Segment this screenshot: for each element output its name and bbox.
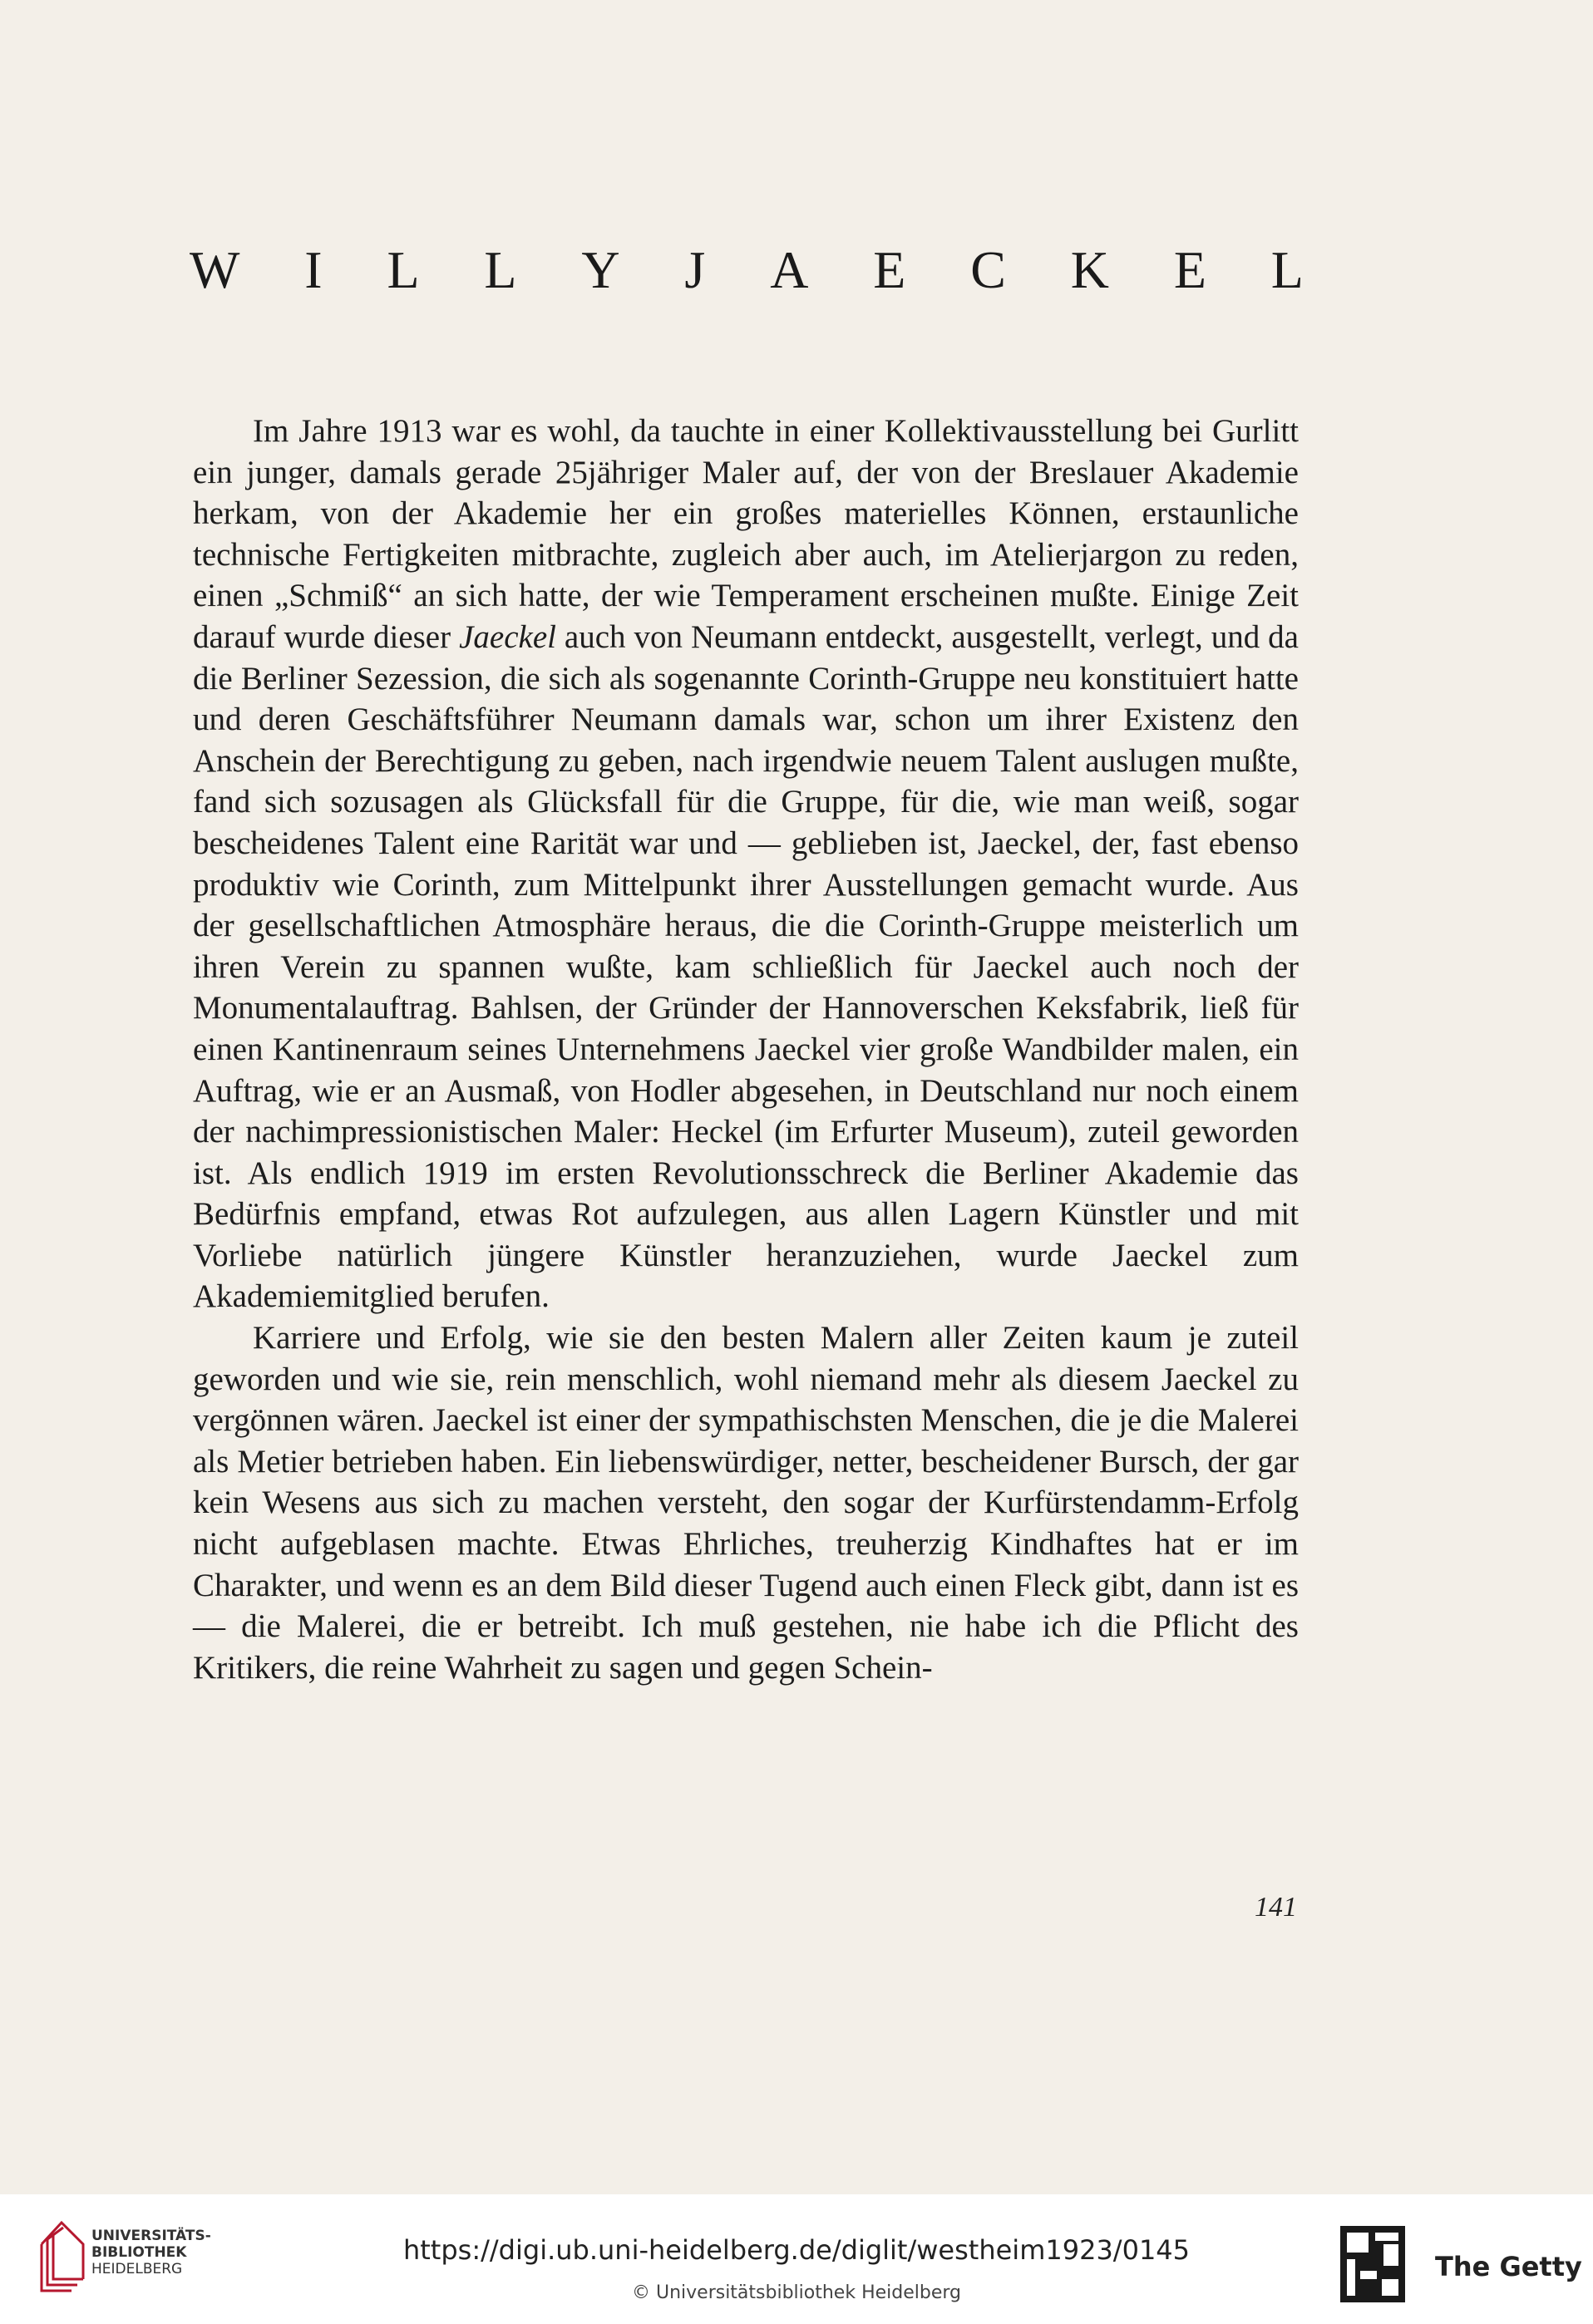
title-letter: K: [1070, 240, 1109, 299]
title-letter: E: [873, 240, 906, 299]
title-letter: C: [970, 240, 1006, 299]
copyright-notice: © Universitätsbibliothek Heidelberg: [631, 2282, 961, 2303]
title-letter: J: [684, 240, 706, 299]
title-letter: Y: [581, 240, 620, 299]
italic-name: Jaeckel: [459, 618, 556, 655]
text-run: auch von Neumann entdeckt, ausgestellt, verlegt, und da die Berliner Sezession, die sich als sogenannte Corinth-Gruppe neu konstituiert hatte und deren Geschäftsführer Neumann damals war, schon um ihrer Existenz den Anschein der Berechtigung zu geben, nach irgendwie neuem Talent auslugen mußte, fand sich sozusagen als Glücksfall für die Gruppe, für die, wie man weiß, sogar bescheidenes Talent eine Rarität war und — geblieben ist, Jaeckel, der, fast ebenso produktiv wie Corinth, zum Mittelpunkt ihrer Ausstellungen gemacht wurde. Aus der gesellschaftlichen Atmosphäre heraus, die die Corinth-Gruppe meisterlich um ihren Verein zu spannen wußte, kam schließlich für Jaeckel auch noch der Monumentalauftrag. Bahlsen, der Gründer der Hannoverschen Keksfabrik, ließ für einen Kantinenraum seines Unternehmens Jaeckel vier große Wandbilder malen, ein Auftrag, wie er an Ausmaß, von Hodler abgesehen, in Deutschland nur noch einem der nachimpressionistischen Maler: Heckel (im Erfurter Museum), zuteil geworden ist. Als endlich 1919 im ersten Revolutionsschreck die Berliner Akademie das Bedürfnis empfand, etwas Rot aufzulegen, aus allen Lagern Künstler und mit Vorliebe natürlich jüngere Künstler heranzuziehen, wurde Jaeckel zum Akademiemitglied berufen.: [193, 618, 1299, 1315]
text-run: Im Jahre 1913 war es wohl, da tauchte in einer Kollektivausstellung bei Gurlitt ein junger, damals gerade 25jähriger Maler auf, der von der Breslauer Akademie herkam, von der Akademie her ein großes materielles Können, erstaunliche technische Fertigkeiten mitbrachte, zugleich aber auch, im Atelierjargon zu reden, einen „Schmiß“ an sich hatte, der wie Temperament erscheinen mußte. Einige Zeit darauf wurde dieser: [193, 413, 1299, 655]
title-letter: E: [1173, 240, 1206, 299]
title-letter: W: [190, 240, 240, 299]
title-letter: L: [1270, 240, 1304, 299]
paragraph-2: [193, 1317, 1299, 1688]
ub-line: HEIDELBERG: [91, 2261, 183, 2277]
paragraph-1: [193, 411, 1299, 1317]
title-letter: I: [304, 240, 323, 299]
title-letter: L: [484, 240, 517, 299]
chapter-title: [190, 239, 1304, 306]
ub-line: BIBLIOTHEK: [91, 2244, 187, 2261]
ub-line: UNIVERSITÄTS-: [91, 2228, 211, 2244]
title-letter: L: [387, 240, 420, 299]
text-run: Karriere und Erfolg, wie sie den besten Malern aller Zeiten kaum je zuteil geworden und wie sie, rein menschlich, wohl niemand mehr als diesem Jaeckel zu vergönnen wären. Jaeckel ist einer der sympathischsten Menschen, die je die Malerei als Metier betrieben haben. Ein liebenswürdiger, netter, bescheidener Bursch, der gar kein Wesens aus sich zu machen versteht, den sogar der Kurfürstendamm-Erfolg nicht aufgeblasen machte. Etwas Ehrliches, treuherzig Kindhaftes hat er im Charakter, und wenn es an dem Bild dieser Tugend auch einen Fleck gibt, dann ist es — die Malerei, die er betreibt. Ich muß gestehen, nie habe ich die Pflicht des Kritikers, die reine Wahrheit zu sagen und gegen Schein-: [193, 1320, 1299, 1686]
source-url-link[interactable]: https://digi.ub.uni-heidelberg.de/diglit/westheim1923/0145: [402, 2234, 1191, 2266]
title-letter: A: [770, 240, 809, 299]
page-number: 141: [1255, 1892, 1297, 1923]
body-text: [193, 411, 1299, 1688]
getty-logo-icon: [1339, 2224, 1407, 2304]
getty-name: The Getty: [1435, 2251, 1582, 2282]
